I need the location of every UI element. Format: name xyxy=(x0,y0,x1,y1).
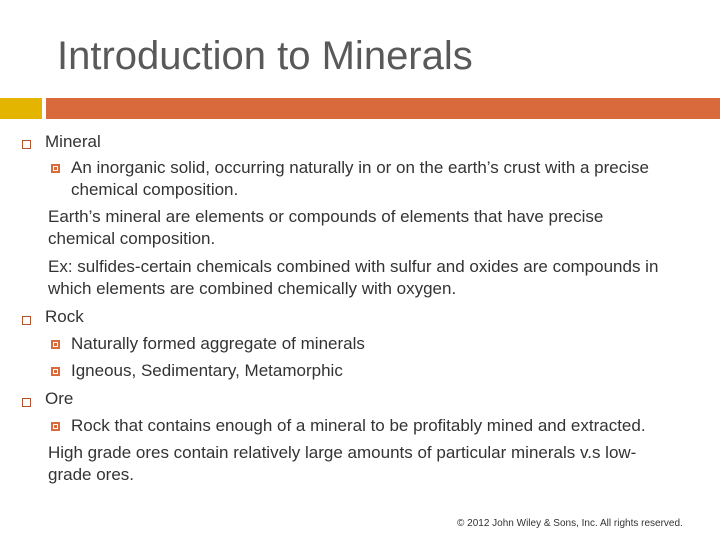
square-bullet-icon xyxy=(22,316,31,325)
copyright-footer: © 2012 John Wiley & Sons, Inc. All rights reserved. xyxy=(457,518,683,529)
mineral-heading: Mineral xyxy=(45,132,101,151)
rock-definition: Naturally formed aggregate of minerals xyxy=(71,334,365,353)
ore-paragraph-line2: grade ores. xyxy=(48,465,134,484)
square-bullet-icon xyxy=(22,398,31,407)
ore-paragraph-line1: High grade ores contain relatively large amounts of particular minerals v.s low- xyxy=(48,443,637,462)
title-accent-bar-gold xyxy=(0,98,42,119)
filled-square-bullet-icon xyxy=(51,340,60,349)
slide-title: Introduction to Minerals xyxy=(57,34,473,78)
rock-types: Igneous, Sedimentary, Metamorphic xyxy=(71,361,343,380)
mineral-paragraph2-line1: Ex: sulfides-certain chemicals combined with sulfur and oxides are compounds in xyxy=(48,257,659,276)
filled-square-bullet-icon xyxy=(51,367,60,376)
rock-heading: Rock xyxy=(45,307,84,326)
mineral-paragraph1-line2: chemical composition. xyxy=(48,229,216,248)
mineral-paragraph2-line2: which elements are combined chemically with oxygen. xyxy=(48,279,457,298)
mineral-definition-line2: chemical composition. xyxy=(71,180,239,199)
square-bullet-icon xyxy=(22,140,31,149)
title-accent-bar-orange xyxy=(46,98,720,119)
ore-definition: Rock that contains enough of a mineral to be profitably mined and extracted. xyxy=(71,416,646,435)
filled-square-bullet-icon xyxy=(51,164,60,173)
ore-heading: Ore xyxy=(45,389,74,408)
filled-square-bullet-icon xyxy=(51,422,60,431)
mineral-definition-line1: An inorganic solid, occurring naturally in or on the earth’s crust with a precise xyxy=(71,158,649,177)
mineral-paragraph1-line1: Earth’s mineral are elements or compounds of elements that have precise xyxy=(48,207,604,226)
